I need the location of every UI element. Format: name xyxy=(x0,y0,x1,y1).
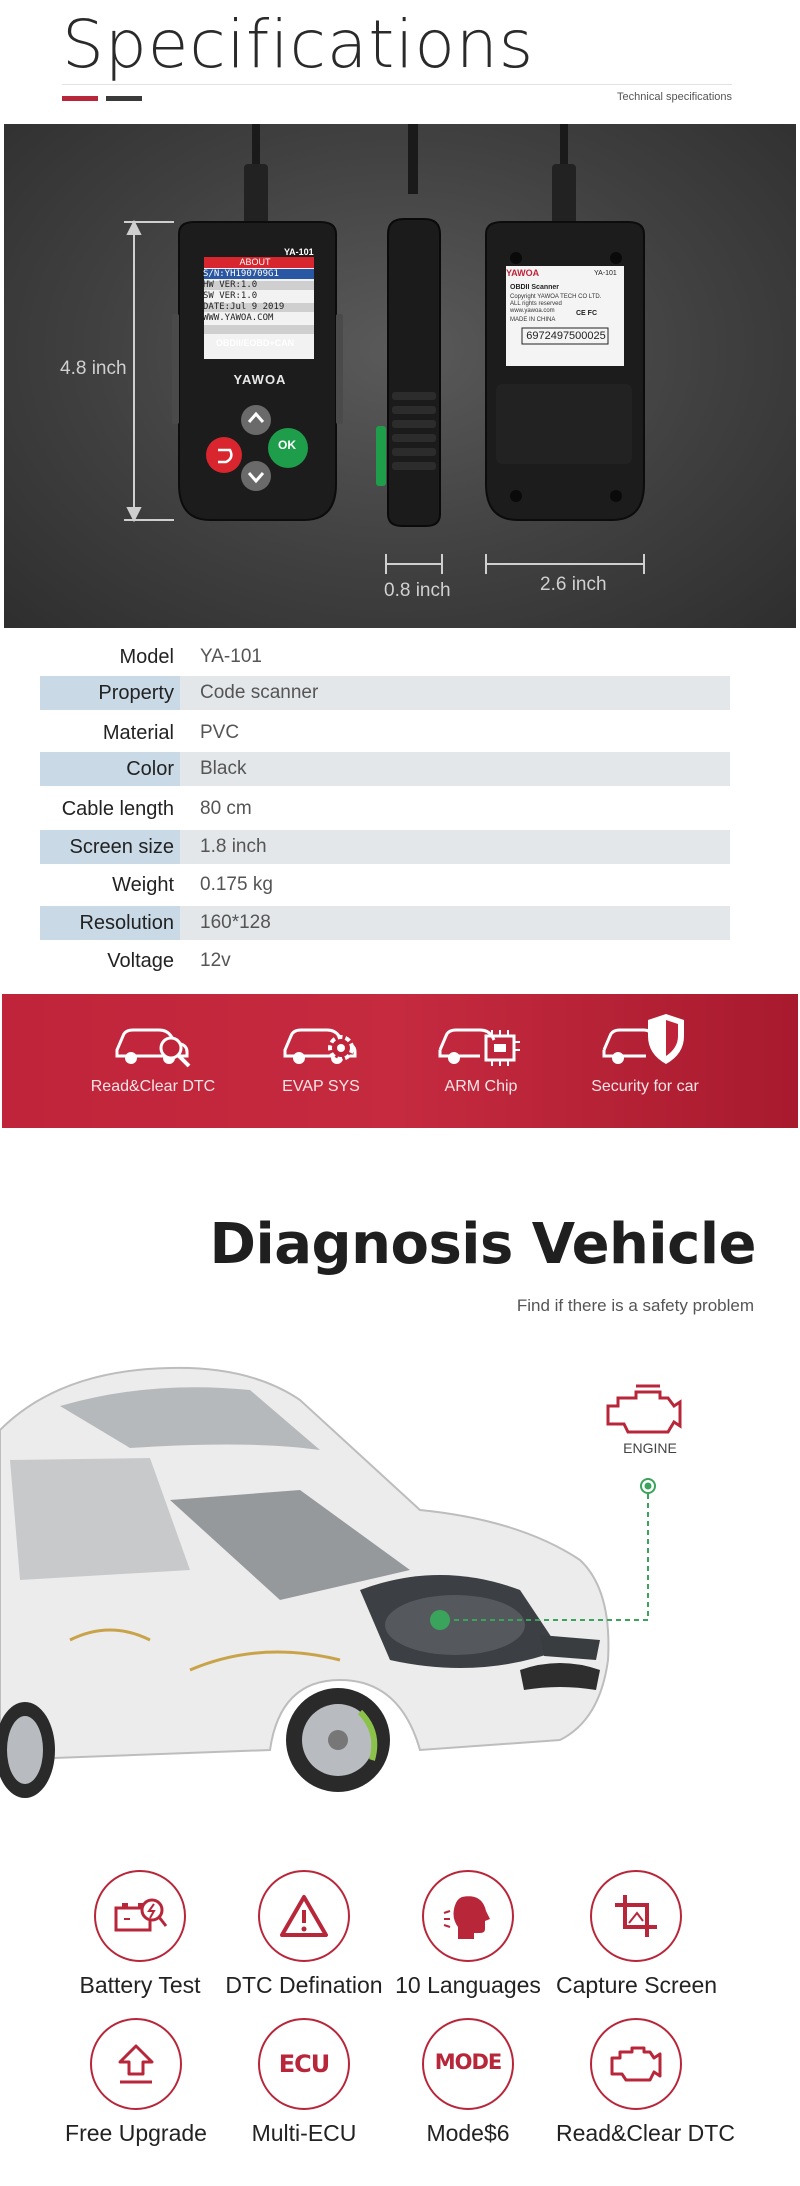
function-item xyxy=(60,1870,220,1999)
function-item xyxy=(388,2018,548,2147)
spec-row xyxy=(40,676,730,710)
scanner-side xyxy=(376,219,440,526)
ok-button-label: OK xyxy=(278,438,296,452)
spec-row xyxy=(40,906,730,940)
feature-item xyxy=(68,1016,238,1096)
back-copy: ALL rights reserved xyxy=(510,301,562,307)
feature-label: EVAP SYS xyxy=(282,1078,360,1095)
spec-row xyxy=(40,830,730,864)
car-illustration xyxy=(0,1340,800,1820)
spec-label: Color xyxy=(126,758,174,780)
engine-label: ENGINE xyxy=(623,1440,677,1456)
width-dimension: 2.6 inch xyxy=(540,574,607,595)
spec-row xyxy=(40,752,730,786)
function-item xyxy=(556,2018,735,2147)
screen-line: DATE:Jul 9 2019 xyxy=(203,302,285,312)
mode-icon: MODE xyxy=(434,2050,502,2074)
screen-line: SW VER:1.0 xyxy=(203,291,258,301)
title-accent-dark xyxy=(106,96,142,101)
feature-item xyxy=(560,1010,730,1096)
feature-label: Security for car xyxy=(591,1078,699,1095)
function-label: 10 Languages xyxy=(395,1972,541,1998)
protocol-label: OBDII/EOBD+CAN xyxy=(215,338,295,348)
product-photo xyxy=(4,124,796,628)
function-label: Multi-ECU xyxy=(251,2120,357,2146)
spec-row xyxy=(40,716,730,750)
scanner-back xyxy=(486,222,644,520)
spec-value: 12v xyxy=(200,950,231,971)
front-model-badge: YA-101 xyxy=(284,247,314,257)
title-divider xyxy=(62,84,732,85)
engine-icon xyxy=(608,2044,664,2084)
spec-value: Black xyxy=(200,758,247,779)
function-label: Battery Test xyxy=(79,1972,201,1998)
upload-arrow-icon xyxy=(114,2042,158,2086)
function-item xyxy=(556,1870,716,1999)
spec-value: 0.175 kg xyxy=(200,874,273,895)
screen-line: S/N:YH190709G1 xyxy=(203,269,279,279)
barcode-number: 6972497500025 xyxy=(526,330,606,342)
spec-value: 80 cm xyxy=(200,798,252,819)
spec-label: Model xyxy=(119,646,174,668)
spec-row xyxy=(40,868,730,902)
function-label: Capture Screen xyxy=(556,1972,718,1998)
spec-label: Resolution xyxy=(79,912,174,934)
car-search-icon xyxy=(111,1016,195,1070)
spec-value: PVC xyxy=(200,722,240,743)
back-heading: OBDII Scanner xyxy=(510,284,560,291)
spec-row xyxy=(40,944,730,978)
function-label: Free Upgrade xyxy=(65,2120,207,2146)
warning-triangle-icon xyxy=(278,1893,330,1939)
engine-icon xyxy=(608,1386,680,1432)
cert-marks: CE FC xyxy=(576,310,597,317)
spec-label: Property xyxy=(98,682,174,704)
spec-label: Material xyxy=(102,722,174,744)
brand-logo: YAWOA xyxy=(233,372,287,387)
function-item xyxy=(224,2018,384,2147)
battery-icon xyxy=(112,1894,168,1938)
section-subtitle: Find if there is a safety problem xyxy=(516,1296,754,1315)
car-shield-icon xyxy=(600,1010,690,1070)
depth-dimension: 0.8 inch xyxy=(384,580,451,601)
function-item xyxy=(388,1870,548,1999)
spec-row xyxy=(40,640,730,674)
spec-value: 1.8 inch xyxy=(200,836,267,857)
spec-value: YA-101 xyxy=(200,646,262,667)
screen-line: HW VER:1.0 xyxy=(203,280,258,290)
spec-label: Screen size xyxy=(69,836,174,858)
function-label: Read&Clear DTC xyxy=(556,2120,735,2146)
back-copy: www.yawoa.com xyxy=(510,308,555,314)
spec-value: 160*128 xyxy=(200,912,271,933)
spec-label: Weight xyxy=(112,874,174,896)
crop-icon xyxy=(613,1893,659,1939)
section-title: Diagnosis Vehicle xyxy=(209,1212,756,1277)
function-item xyxy=(224,1870,384,1999)
screen-title: ABOUT xyxy=(239,257,271,267)
feature-label: ARM Chip xyxy=(444,1078,518,1095)
cable xyxy=(244,124,576,234)
function-item xyxy=(56,2018,216,2147)
speaking-head-icon xyxy=(442,1891,494,1941)
spec-label: Voltage xyxy=(107,950,174,972)
function-label: DTC Defination xyxy=(225,1972,383,1998)
function-label: Mode$6 xyxy=(426,2120,510,2146)
screen-line: WWW.YAWOA.COM xyxy=(203,313,274,323)
height-dimension: 4.8 inch xyxy=(60,358,127,379)
car-chip-icon xyxy=(436,1016,526,1070)
feature-item xyxy=(396,1016,566,1096)
page-subtitle: Technical specifications xyxy=(617,91,732,103)
feature-item xyxy=(236,1016,406,1096)
feature-band xyxy=(2,994,798,1128)
spec-row xyxy=(40,792,730,826)
ecu-icon: ECU xyxy=(278,2050,330,2078)
car-gear-icon xyxy=(279,1016,363,1070)
spec-value: Code scanner xyxy=(200,682,319,703)
spec-label: Cable length xyxy=(61,798,174,820)
page-title: Specifications xyxy=(62,6,535,83)
back-brand: YAWOA xyxy=(506,268,540,278)
back-copy: Copyright YAWOA TECH CO LTD. xyxy=(510,294,602,300)
title-accent-red xyxy=(62,96,98,101)
back-model: YA-101 xyxy=(594,270,617,277)
made-in: MADE IN CHINA xyxy=(510,317,556,323)
feature-label: Read&Clear DTC xyxy=(90,1078,216,1095)
